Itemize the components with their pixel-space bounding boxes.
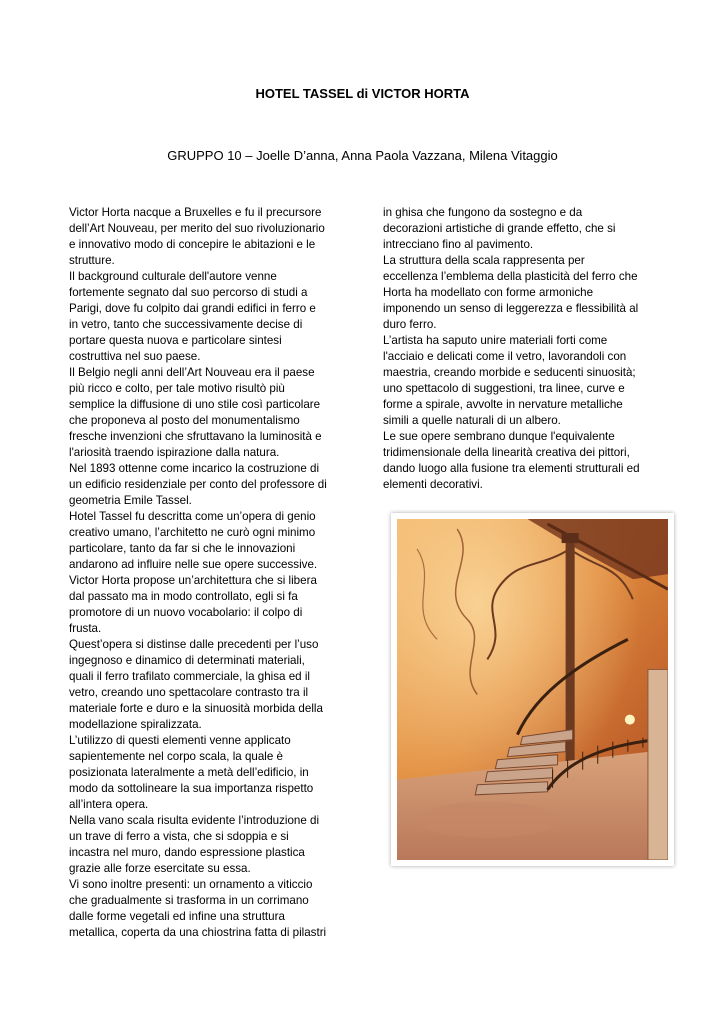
text-line: grazie alle forze esercitate su essa. [69, 862, 251, 875]
text-line: quali il ferro trafilato commerciale, la ghisa ed il [69, 670, 310, 683]
staircase-illustration [397, 519, 668, 860]
text-line: modellazione spiralizzata. [69, 718, 202, 731]
text-line: fresche invenzioni che sfruttavano la luminosità e [69, 430, 322, 443]
text-line: dal passato ma in modo controllato, egli si fa [69, 590, 298, 603]
text-line: che proponeva al posto del monumentalismo [69, 414, 300, 427]
text-line: Nel 1893 ottenne come incarico la costruzione di [69, 462, 320, 475]
text-line: ingegnoso e dinamico di determinati materiali, [69, 654, 305, 667]
text-line: L’artista ha saputo unire materiali forti come [383, 334, 608, 347]
text-line: La struttura della scala rappresenta per [383, 254, 585, 267]
text-line: portare questa nuova e particolare sintesi [69, 334, 282, 347]
text-line: materiale forte e duro e la sinuosità morbida della [69, 702, 323, 715]
text-line: maestria, creando morbide e seducenti sinuosità; [383, 366, 636, 379]
text-line: particolare, tanto da far si che le innovazioni [69, 542, 296, 555]
text-line: tridimensionale della linearità creativa dei pittori, [383, 446, 630, 459]
document-title: HOTEL TASSEL di VICTOR HORTA [255, 86, 470, 101]
text-line: Parigi, dove fu colpito dai grandi edifici in ferro e [69, 302, 316, 315]
text-line: dalle forme vegetali ed infine una struttura [69, 910, 285, 923]
text-line: strutture. [69, 254, 115, 267]
text-line: L’utilizzo di questi elementi venne applicato [69, 734, 291, 747]
text-line: posizionata lateralmente a metà dell’edificio, in [69, 766, 309, 779]
text-line: costruttiva nel suo paese. [69, 350, 201, 363]
text-line: sapientemente nel corpo scala, la quale è [69, 750, 283, 763]
text-line: l'acciaio e delicati come il vetro, lavorandoli con [383, 350, 627, 363]
text-line: creativo umano, l’architetto ne curò ogni minimo [69, 526, 316, 539]
text-line: imponendo un senso di leggerezza e flessibilità al [383, 302, 639, 315]
text-line: un edificio residenziale per conto del professore di [69, 478, 327, 491]
text-line: semplice la diffusione di uno stile così particolare [69, 398, 321, 411]
text-line: Horta ha modellato con forme armoniche [383, 286, 594, 299]
document-authors: GRUPPO 10 – Joelle D’anna, Anna Paola Vazzana, Milena Vitaggio [167, 148, 558, 163]
text-line: più ricco e colto, per tale motivo risultò più [69, 382, 285, 395]
text-line: forme a spirale, avvolte in nervature metalliche [383, 398, 623, 411]
text-line: Victor Horta propose un’architettura che si libera [69, 574, 317, 587]
text-line: dando luogo alla fusione tra elementi strutturali ed [383, 462, 640, 475]
text-line: in vetro, tanto che successivamente decise di [69, 318, 303, 331]
text-line: andarono ad influire nelle sue opere successive. [69, 558, 318, 571]
text-line: decorazioni artistiche di grande effetto, che si [383, 222, 616, 235]
text-line: intrecciano fino al pavimento. [383, 238, 534, 251]
text-line: uno spettacolo di suggestioni, tra linee, curve e [383, 382, 625, 395]
text-line: duro ferro. [383, 318, 437, 331]
text-line: che gradualmente si trasforma in un corrimano [69, 894, 309, 907]
text-line: simili a quelle naturali di un albero. [383, 414, 561, 427]
text-line: Hotel Tassel fu descritta come un’opera di genio [69, 510, 316, 523]
text-line: Vi sono inoltre presenti: un ornamento a viticcio [69, 878, 313, 891]
left-text-column [69, 205, 347, 941]
text-line: Il background culturale dell'autore venne [69, 270, 277, 283]
text-line: un trave di ferro a vista, che si sdoppia e si [69, 830, 289, 843]
text-line: eccellenza l’emblema della plasticità del ferro che [383, 270, 638, 283]
text-line: promotore di un nuovo vocabolario: il colpo di [69, 606, 303, 619]
text-line: dell’Art Nouveau, per merito del suo rivoluzionario [69, 222, 325, 235]
text-line: incastra nel muro, dando espressione plastica [69, 846, 305, 859]
text-line: modo da sottolineare la sua importanza rispetto [69, 782, 314, 795]
text-line: Victor Horta nacque a Bruxelles e fu il precursore [69, 206, 322, 219]
text-line: e innovativo modo di concepire le abitazioni e le [69, 238, 316, 251]
text-line: in ghisa che fungono da sostegno e da [383, 206, 583, 219]
text-line: frusta. [69, 622, 102, 635]
text-line: metallica, coperta da una chiostrina fatta di pilastri [69, 926, 327, 939]
text-line: Il Belgio negli anni dell’Art Nouveau era il paese [69, 366, 315, 379]
text-line: fortemente segnato dal suo percorso di studi a [69, 286, 308, 299]
text-line: vetro, creando uno spettacolare contrasto tra il [69, 686, 309, 699]
right-text-column [383, 205, 661, 493]
text-line: all’intera opera. [69, 798, 149, 811]
text-line: elementi decorativi. [383, 478, 483, 491]
text-line: geometria Emile Tassel. [69, 494, 192, 507]
staircase-photo [391, 513, 674, 866]
text-line: Quest’opera si distinse dalle precedenti per l’uso [69, 638, 319, 651]
text-line: l'ariosità traendo ispirazione dalla natura. [69, 446, 280, 459]
text-line: Nella vano scala risulta evidente l’introduzione di [69, 814, 320, 827]
text-line: Le sue opere sembrano dunque l'equivalente [383, 430, 615, 443]
